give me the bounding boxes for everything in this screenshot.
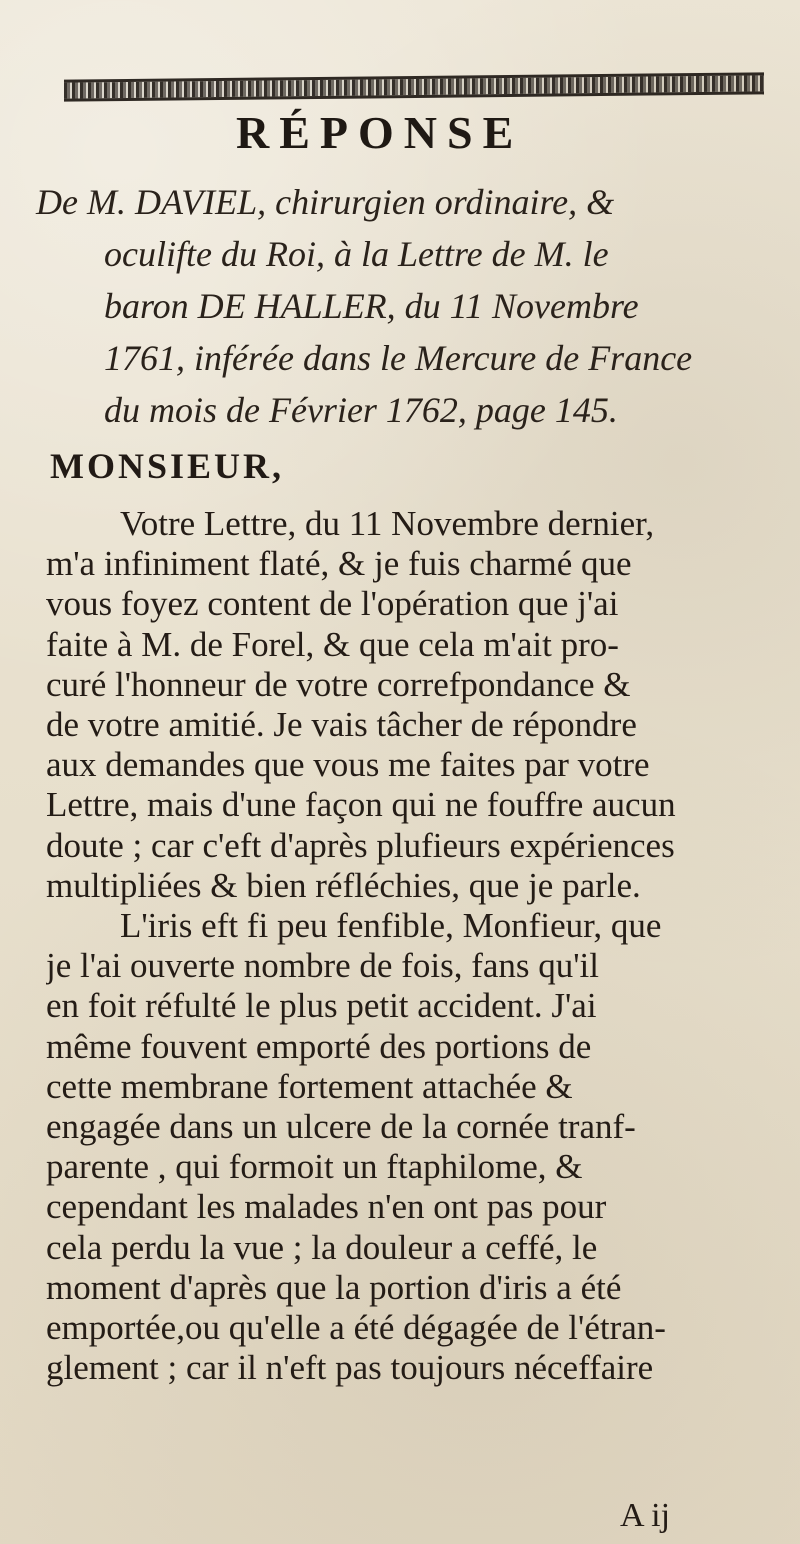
body-line: m'a infiniment flaté, & je fuis charmé que — [46, 544, 632, 584]
body-line: faite à M. de Forel, & que cela m'ait pro- — [46, 624, 619, 664]
body-line: je l'ai ouverte nombre de fois, fans qu'il — [46, 946, 600, 986]
ornamental-band — [64, 72, 764, 101]
intro-line: 1761, inférée dans le Mercure de France — [104, 338, 693, 378]
intro-line: du mois de Février 1762, page 145. — [104, 390, 618, 430]
body-line: glement ; car il n'eft pas toujours néceffaire — [46, 1348, 654, 1388]
body-line: de votre amitié. Je vais tâcher de répondre — [46, 705, 637, 745]
letter-body — [46, 504, 776, 1388]
body-line: Lettre, mais d'une façon qui ne fouffre aucun — [46, 785, 676, 825]
body-line: moment d'après que la portion d'iris a été — [46, 1267, 622, 1307]
intro-paragraph — [36, 176, 766, 436]
body-line: parente , qui formoit un ftaphilome, & — [46, 1147, 583, 1187]
body-line: L'iris eft fi peu fenfible, Monfieur, que — [120, 906, 662, 946]
intro-line: De M. DAVIEL, chirurgien ordinaire, & — [36, 182, 615, 222]
intro-line: oculifte du Roi, à la Lettre de M. le — [104, 234, 609, 274]
body-line: doute ; car c'eft d'après plufieurs expériences — [46, 825, 675, 865]
body-line: cependant les malades n'en ont pas pour — [46, 1187, 607, 1227]
catchword: A ij — [620, 1497, 671, 1534]
body-line: Votre Lettre, du 11 Novembre dernier, — [120, 504, 655, 543]
intro-line: baron DE HALLER, du 11 Novembre — [104, 286, 639, 326]
body-line: même fouvent emporté des portions de — [46, 1026, 592, 1066]
body-line: multipliées & bien réfléchies, que je parle. — [46, 865, 641, 905]
body-line: engagée dans un ulcere de la cornée tranf- — [46, 1107, 636, 1147]
body-line: emportée,ou qu'elle a été dégagée de l'étran- — [46, 1308, 666, 1348]
page-heading: RÉPONSE — [236, 107, 524, 158]
body-line: curé l'honneur de votre correfpondance & — [46, 664, 631, 704]
body-line: cette membrane fortement attachée & — [46, 1066, 573, 1106]
body-line: aux demandes que vous me faites par votre — [46, 745, 650, 785]
ornamental-rule — [64, 76, 764, 102]
body-line: vous foyez content de l'opération que j'ai — [46, 584, 619, 624]
body-line: en foit réfulté le plus petit accident. J'ai — [46, 986, 597, 1026]
body-line: cela perdu la vue ; la douleur a ceffé, le — [46, 1227, 598, 1267]
salutation: MONSIEUR, — [50, 446, 285, 486]
